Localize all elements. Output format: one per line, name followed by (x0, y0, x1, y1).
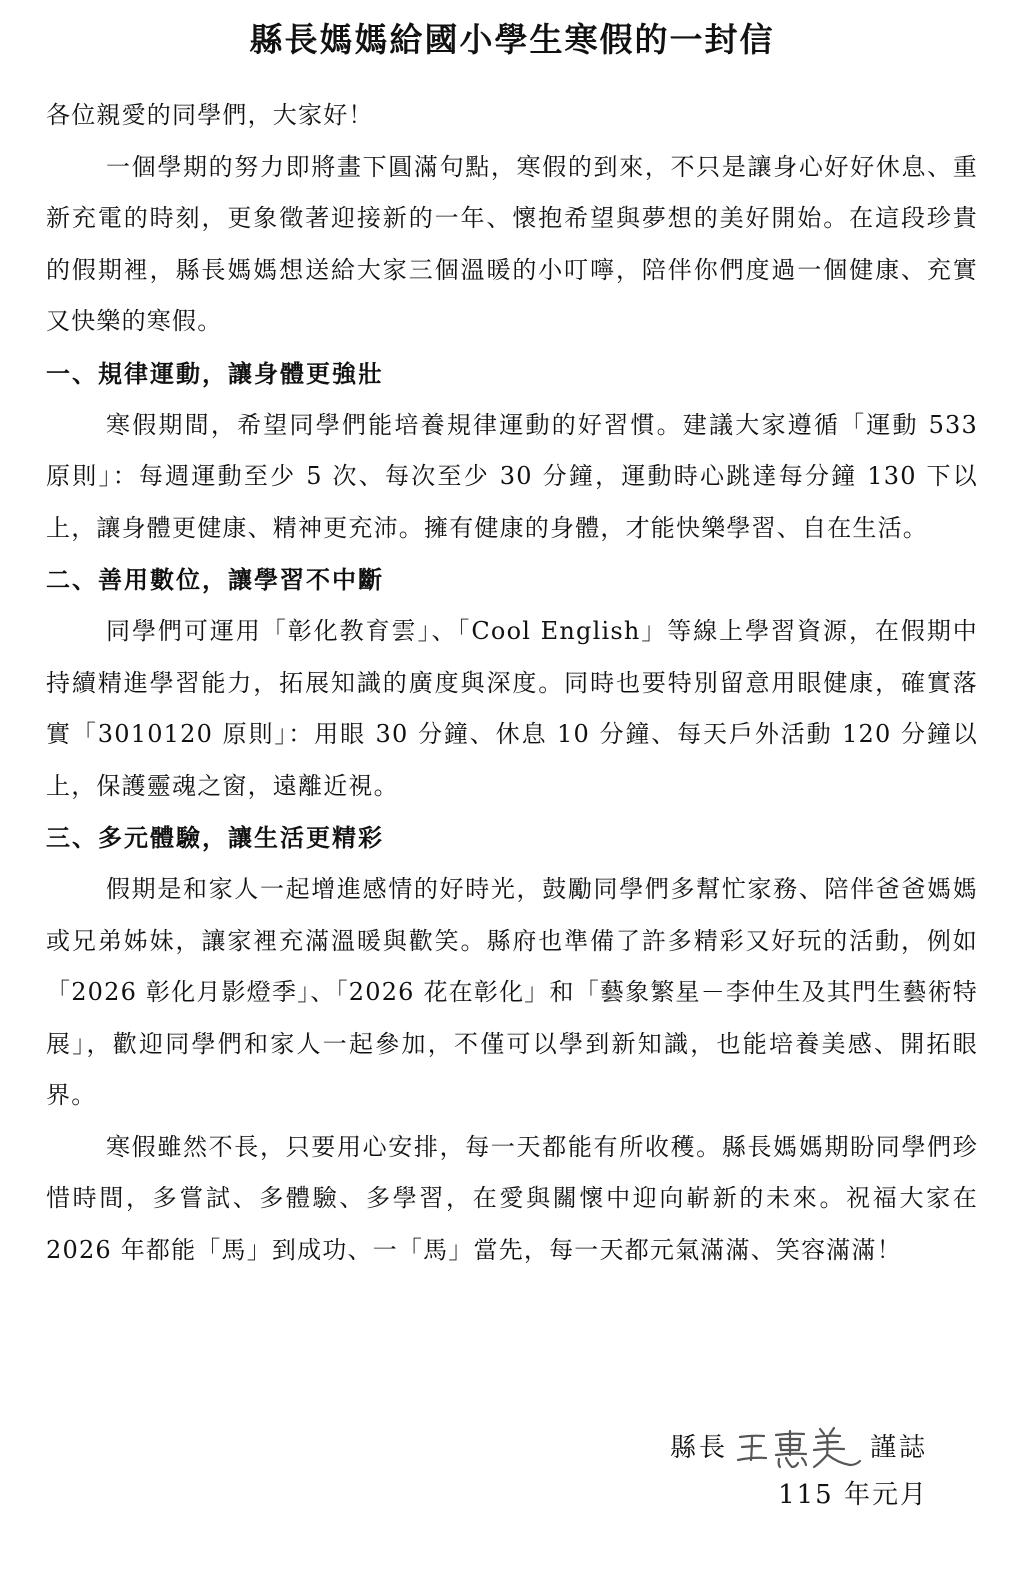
section-2-body: 同學們可運用「彰化教育雲」、「Cool English」等線上學習資源，在假期中持續精進學習能力，拓展知識的廣度與深度。同時也要特別留意用眼健康，確實落實「3010120 原則」：用眼 30 分鐘、休息 10 分鐘、每天戶外活動 120 分鐘以上，保護靈魂之窗，遠離近視。 (46, 616, 978, 800)
letter-date: 115 年元月 (778, 1480, 928, 1510)
letter-content (46, 90, 978, 1277)
section-3-heading: 三、多元體驗，讓生活更精彩 (46, 823, 384, 853)
signature-line (628, 1425, 928, 1471)
signature-suffix: 謹誌 (869, 1433, 928, 1463)
section-3-body: 假期是和家人一起增進感情的好時光，鼓勵同學們多幫忙家務、陪伴爸爸媽媽或兄弟姊妹，讓家裡充滿溫暖與歡笑。縣府也準備了許多精彩又好玩的活動，例如「2026 彰化月影燈季」、「2026 花在彰化」和「藝象繁星－李仲生及其門生藝術特展」，歡迎同學們和家人一起參加，不僅可以學到新知識，也能培養美感、開拓眼界。 (46, 874, 978, 1110)
signature-title: 縣長 (669, 1433, 728, 1463)
letter-title: 縣長媽媽給國小學生寒假的一封信 (249, 20, 775, 59)
handwritten-signature (734, 1425, 864, 1471)
section-2-heading: 二、善用數位，讓學習不中斷 (46, 565, 384, 595)
signature-drawing (734, 1425, 864, 1471)
signature-block (628, 1425, 928, 1515)
greeting: 各位親愛的同學們，大家好！ (46, 101, 374, 129)
section-1-heading: 一、規律運動，讓身體更強壯 (46, 358, 384, 388)
intro-paragraph: 一個學期的努力即將畫下圓滿句點，寒假的到來，不只是讓身心好好休息、重新充電的時刻，更象徵著迎接新的一年、懷抱希望與夢想的美好開始。在這段珍貴的假期裡，縣長媽媽想送給大家三個溫暖的小叮嚀，陪伴你們度過一個健康、充實又快樂的寒假。 (46, 152, 978, 336)
closing-paragraph: 寒假雖然不長，只要用心安排，每一天都能有所收穫。縣長媽媽期盼同學們珍惜時間，多嘗試、多體驗、多學習，在愛與關懷中迎向嶄新的未來。祝福大家在 2026 年都能「馬」到成功、一「馬」當先，每一天都元氣滿滿、笑容滿滿！ (46, 1132, 978, 1265)
section-1-body: 寒假期間，希望同學們能培養規律運動的好習慣。建議大家遵循「運動 533 原則」：每週運動至少 5 次、每次至少 30 分鐘，運動時心跳達每分鐘 130 下以上，讓身體更健康、精神更充沛。擁有健康的身體，才能快樂學習、自在生活。 (46, 410, 978, 542)
